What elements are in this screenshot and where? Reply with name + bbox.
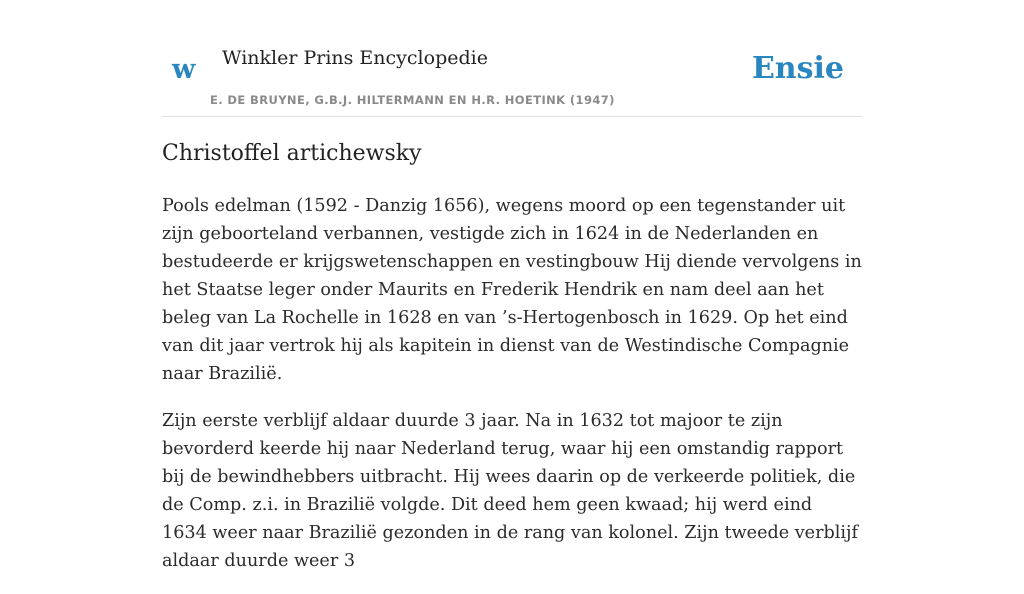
publication-title[interactable]: Winkler Prins Encyclopedie xyxy=(222,47,488,69)
publication-authors: E. DE BRUYNE, G.B.J. HILTERMANN EN H.R. HOETINK (1947) xyxy=(210,93,615,107)
article-paragraph: Zijn eerste verblijf aldaar duurde 3 jaar. Na in 1632 tot majoor te zijn bevorderd keerde hij naar Nederland terug, waar hij een omstandig rapport bij de bewindhebbers uitbracht. Hij wees daarin op de verkeerde politiek, die de Comp. z.i. in Brazilië volgde. Dit deed hem geen kwaad; hij werd eind 1634 weer naar Brazilië gezonden in de rang van kolonel. Zijn tweede verblijf aldaar duurde weer 3 xyxy=(162,411,858,571)
article-paragraph: Pools edelman (1592 - Danzig 1656), wegens moord op een tegenstander uit zijn geboorteland verbannen, vestigde zich in 1624 in de Nederlanden en bestudeerde er krijgswetenschappen en vestingbouw Hij diende vervolgens in het Staatse leger onder Maurits en Frederik Hendrik en nam deel aan het beleg van La Rochelle in 1628 en van ’s-Hertogenbosch in 1629. Op het eind van dit jaar vertrok hij als kapitein in dienst van de Westindische Compagnie naar Brazilië. xyxy=(162,196,862,384)
article-body xyxy=(162,192,862,594)
article-title: Christoffel artichewsky xyxy=(162,141,422,166)
publication-logo[interactable]: w xyxy=(172,54,196,85)
brand-logo-link[interactable]: Ensie xyxy=(751,51,844,86)
site-header xyxy=(162,0,862,117)
